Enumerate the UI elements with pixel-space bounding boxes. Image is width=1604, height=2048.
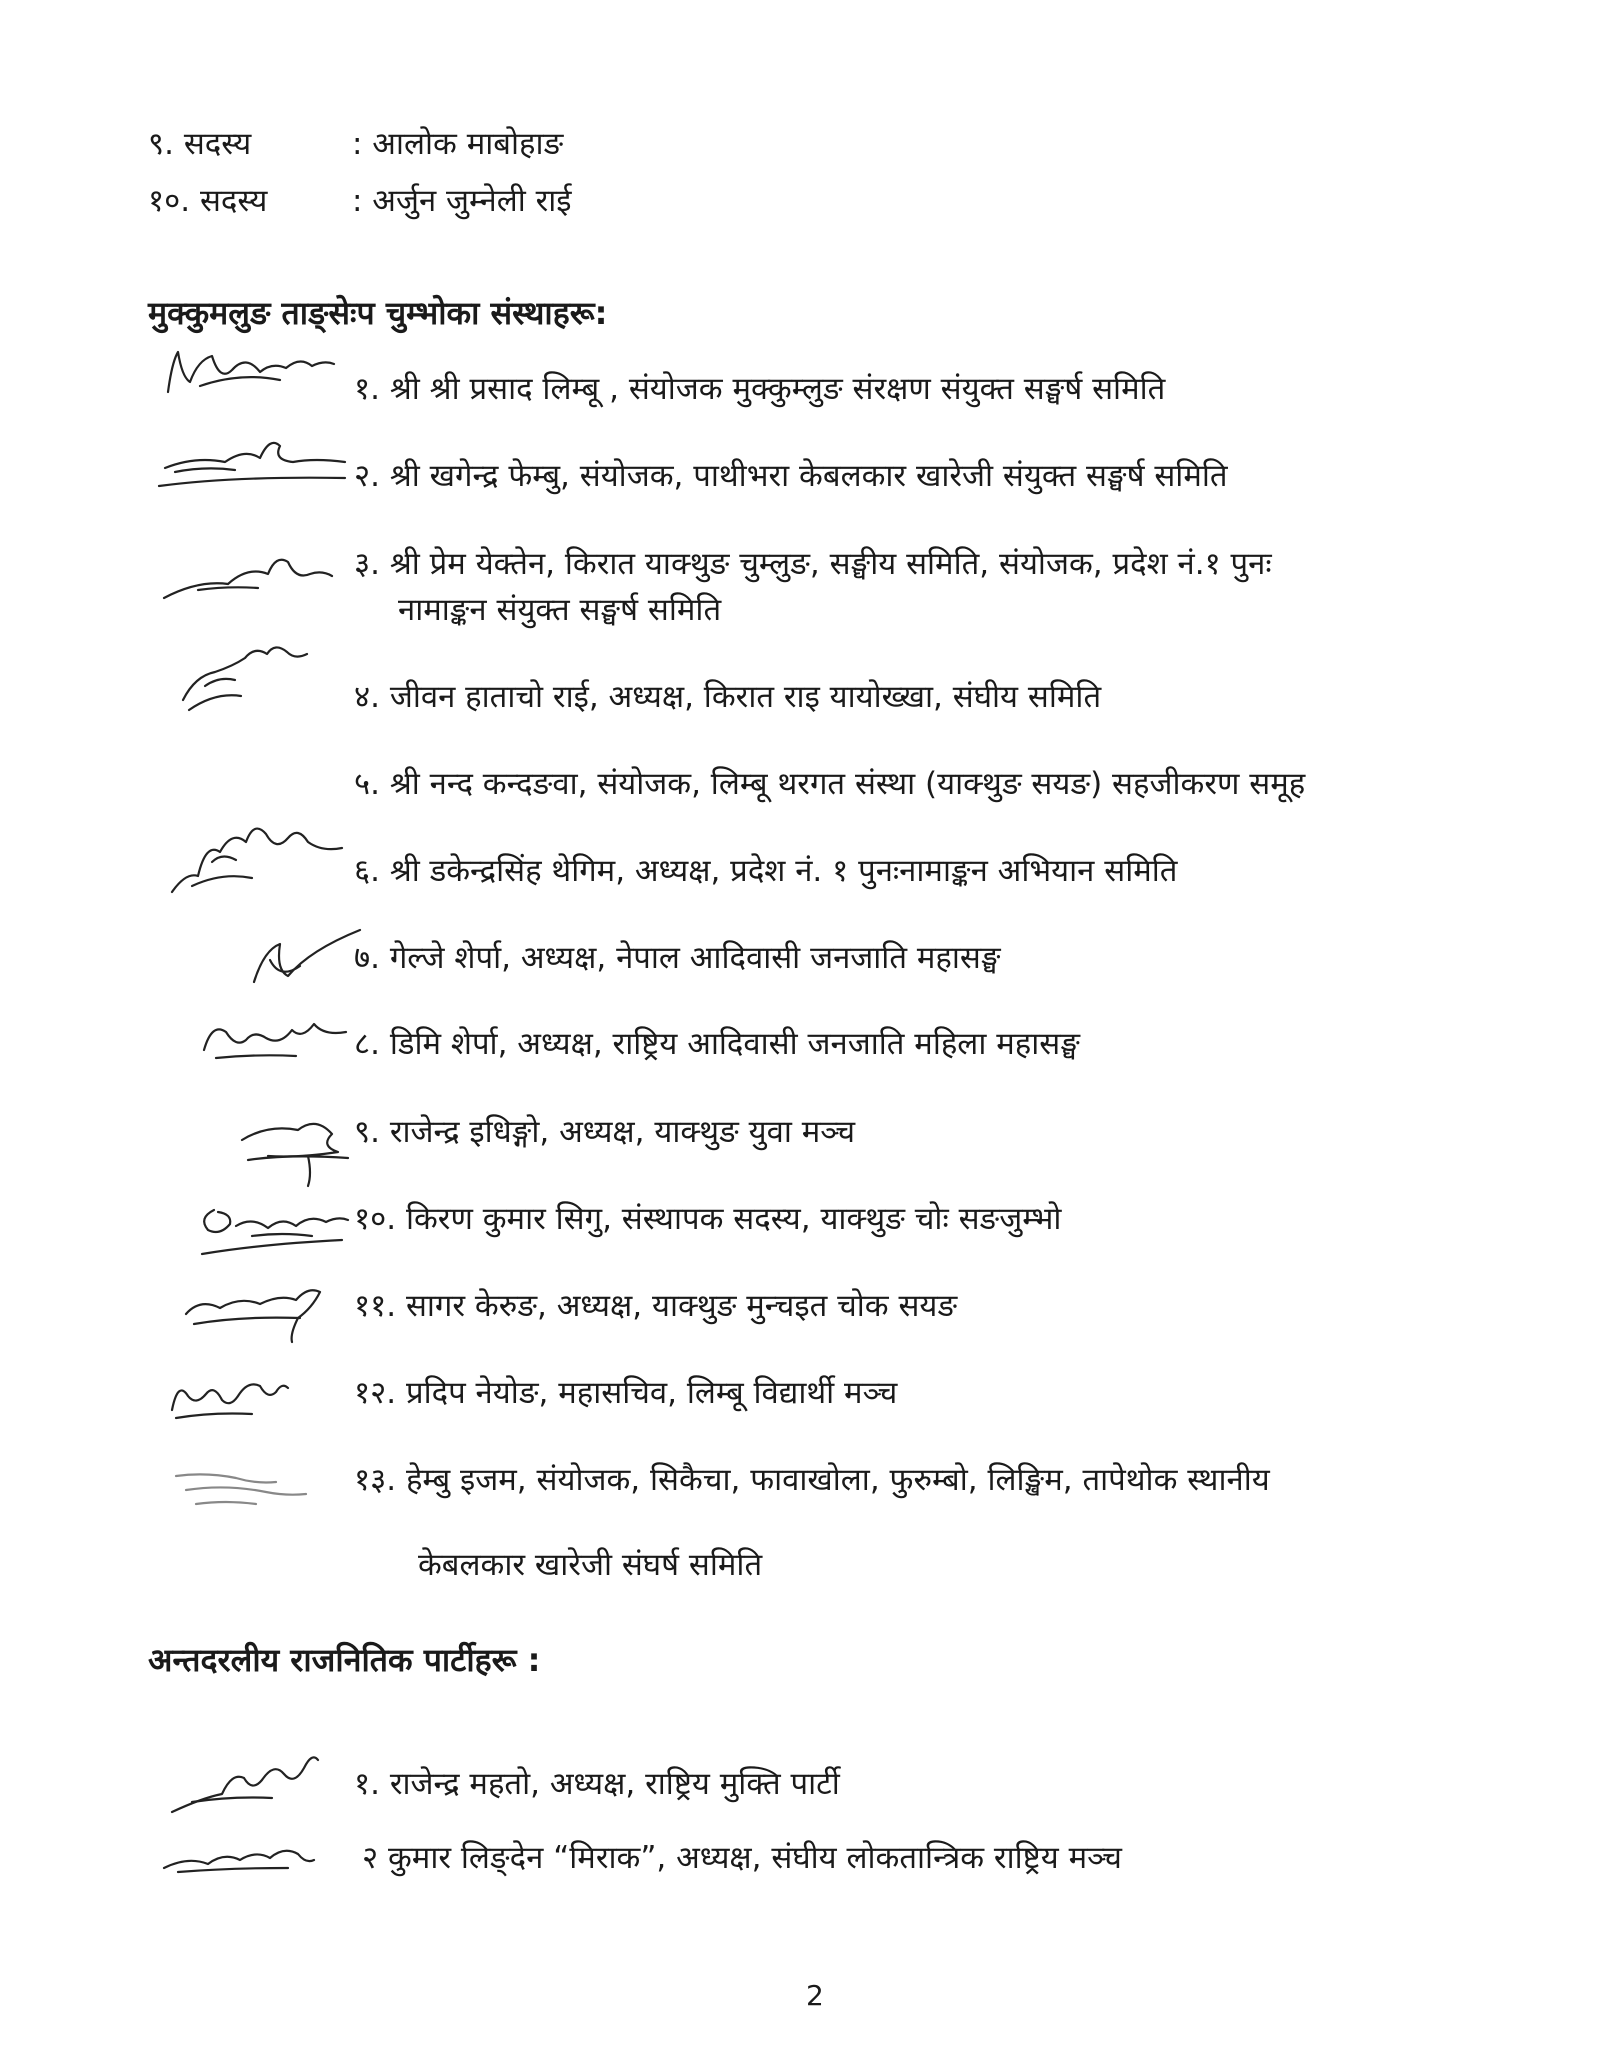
member-9-name: : आलोक माबोहाङ (352, 126, 564, 162)
signature-2 (155, 428, 355, 498)
org-item-2: २. श्री खगेन्द्र फेम्बु, संयोजक, पाथीभरा केबलकार खारेजी संयुक्त सङ्घर्ष समिति (354, 458, 1228, 494)
signature-6 (162, 812, 352, 902)
signature-12 (162, 1366, 292, 1426)
org-item-3: ३. श्री प्रेम येक्तेन, किरात याक्थुङ चुम्लुङ, सङ्घीय समिति, संयोजक, प्रदेश नं.१ पुनः (354, 546, 1272, 582)
signature-party-2 (158, 1838, 318, 1878)
org-item-13-cont: केबलकार खारेजी संघर्ष समिति (418, 1547, 763, 1583)
org-item-5: ५. श्री नन्द कन्दङवा, संयोजक, लिम्बू थरगत संस्था (याक्थुङ सयङ) सहजीकरण समूह (354, 766, 1306, 802)
org-item-1: १. श्री श्री प्रसाद लिम्बू , संयोजक मुक्कुम्लुङ संरक्षण संयुक्त सङ्घर्ष समिति (354, 371, 1166, 407)
member-10-label: १०. सदस्य (148, 183, 268, 219)
section-heading-parties: अन्तदरलीय राजनितिक पार्टीहरू : (148, 1641, 541, 1679)
org-item-6: ६. श्री डकेन्द्रसिंह थेगिम, अध्यक्ष, प्रदेश नं. १ पुनःनामाङ्कन अभियान समिति (354, 853, 1178, 889)
party-item-2: २ कुमार लिङ्देन “मिराक”, अध्यक्ष, संघीय लोकतान्त्रिक राष्ट्रिय मञ्च (362, 1840, 1122, 1876)
signature-7 (240, 920, 370, 1000)
org-item-7: ७. गेल्जे शेर्पा, अध्यक्ष, नेपाल आदिवासी जनजाति महासङ्घ (354, 940, 1001, 976)
org-item-12: १२. प्रदिप नेयोङ, महासचिव, लिम्बू विद्यार्थी मञ्च (354, 1375, 898, 1411)
org-item-8: ८. डिमि शेर्पा, अध्यक्ष, राष्ट्रिय आदिवासी जनजाति महिला महासङ्घ (354, 1026, 1080, 1062)
org-item-3-cont: नामाङ्कन संयुक्त सङ्घर्ष समिति (398, 592, 722, 628)
page-number: 2 (806, 1979, 824, 2012)
org-item-10: १०. किरण कुमार सिगु, संस्थापक सदस्य, याक्थुङ चोः सङजुम्भो (354, 1201, 1062, 1237)
member-9-label: ९. सदस्य (148, 126, 252, 162)
party-item-1: १. राजेन्द्र महतो, अध्यक्ष, राष्ट्रिय मुक्ति पार्टी (354, 1766, 840, 1802)
signature-13 (166, 1460, 316, 1520)
org-item-9: ९. राजेन्द्र इधिङ्गो, अध्यक्ष, याक्थुङ युवा मञ्च (354, 1114, 856, 1150)
signature-10 (192, 1196, 352, 1266)
signature-9 (228, 1100, 358, 1190)
signature-11 (180, 1278, 340, 1348)
org-item-11: ११. सागर केरुङ, अध्यक्ष, याक्थुङ मुन्चइत चोक सयङ (354, 1288, 958, 1324)
section-heading-organizations: मुक्कुमलुङ ताङ्सेःप चुम्भोका संस्थाहरू: (148, 294, 608, 332)
member-10-name: : अर्जुन जुम्नेली राई (352, 183, 572, 219)
org-item-4: ४. जीवन हाताचो राई, अध्यक्ष, किरात राइ यायोख्खा, संघीय समिति (354, 679, 1102, 715)
org-item-13: १३. हेम्बु इजम, संयोजक, सिकैचा, फावाखोला, फुरुम्बो, लिङ्खिम, तापेथोक स्थानीय (354, 1462, 1270, 1498)
signature-1 (160, 342, 340, 402)
signature-3 (158, 540, 338, 610)
signature-4 (175, 636, 315, 716)
signature-party-1 (162, 1742, 322, 1822)
signature-8 (196, 1010, 356, 1070)
